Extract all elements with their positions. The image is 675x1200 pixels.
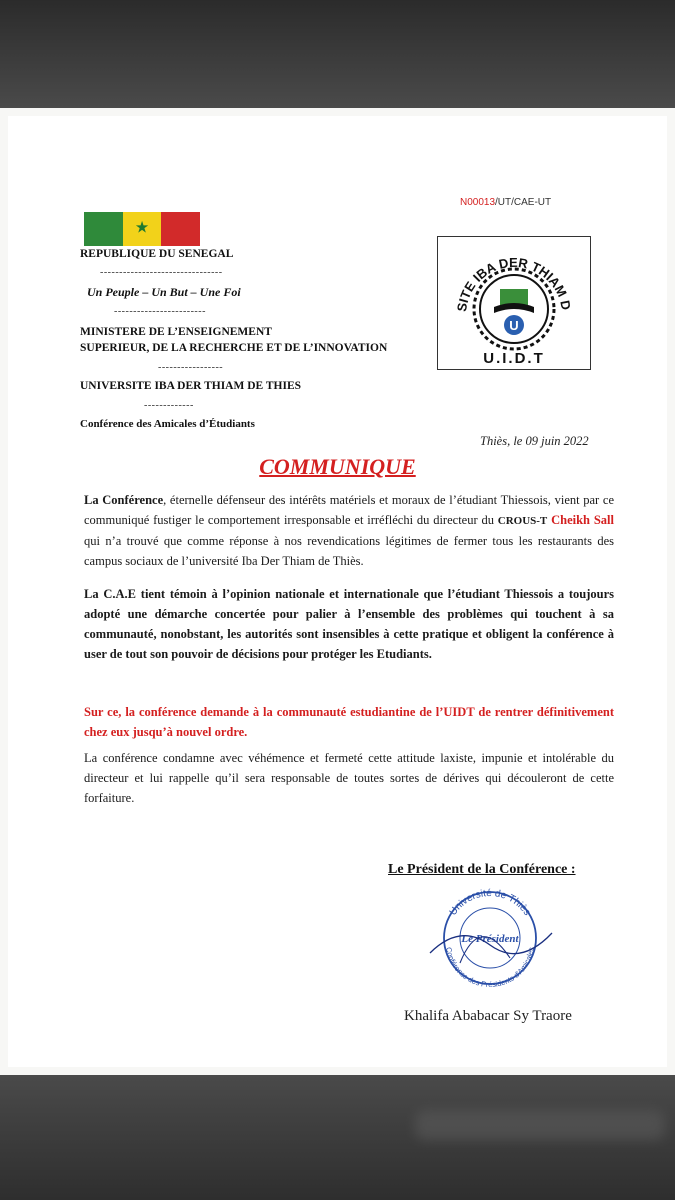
- ministry-line-2: SUPERIEUR, DE LA RECHERCHE ET DE L’INNOVATION: [80, 342, 388, 354]
- university-logo-graphic: [438, 237, 590, 369]
- logo-letter: U: [509, 318, 519, 333]
- divider-2: ------------------------: [114, 306, 206, 317]
- paragraph-1: [84, 490, 614, 571]
- stamp-graphic: [420, 883, 560, 993]
- ministry-line-1: MINISTERE DE L’ENSEIGNEMENT: [80, 326, 272, 338]
- reference-number-red: N00013: [460, 197, 496, 208]
- reference-number: [460, 197, 551, 208]
- flag-star-icon: ★: [134, 219, 150, 237]
- paragraph-4: La conférence condamne avec véhémence et fermeté cette attitude laxiste, impunie et intolérable du directeur et lui rappelle qu’il sera responsable de toutes sortes de dérives qui découleront de cette forfaiture.: [84, 751, 614, 805]
- p1-text-a: , éternelle défenseur des intérêts matériels et moraux de l’étudiant Thiessois, vient par ce communiqué fustiger le comportement irresponsable et irréfléchi du directeur du: [84, 493, 614, 527]
- p1-crous: CROUS-T: [497, 515, 548, 527]
- official-stamp: [420, 883, 560, 993]
- university-heading: UNIVERSITE IBA DER THIAM DE THIES: [80, 380, 302, 392]
- national-motto: Un Peuple – Un But – Une Foi: [87, 285, 241, 299]
- paragraph-2: La C.A.E tient témoin à l’opinion nationale et internationale que l’étudiant Thiessois a toujours adopté une démarche concertée pour palier à l’ensemble des problèmes qui touchent à sa communauté, nonobstant, les autorités sont insensibles à cette pratique et obligent la conférence à user de tout son pouvoir de décisions pour protéger les Etudiants.: [84, 587, 614, 661]
- p1-text-b: qui n’a trouvé que comme réponse à nos revendications légitimes de fermer tous les restaurants des campus sociaux de l’université Iba Der Thiam de Thiès.: [84, 534, 614, 568]
- stamp-center-text: Le Président: [461, 933, 519, 945]
- divider-1: --------------------------------: [100, 267, 223, 278]
- signature-title: Le Président de la Conférence :: [388, 862, 576, 877]
- stamp-bottom-text: Conférence des Présidents d'Amicales: [444, 946, 536, 990]
- university-logo: [437, 236, 591, 370]
- republic-heading: REPUBLIQUE DU SENEGAL: [80, 248, 234, 260]
- divider-3: -----------------: [158, 362, 224, 373]
- dateline: Thiès, le 09 juin 2022: [480, 434, 589, 448]
- document-title: COMMUNIQUE: [259, 454, 416, 479]
- stamp-top-text: Université de Thiès: [447, 887, 533, 918]
- senegal-flag: [84, 212, 200, 246]
- p1-lead: La Conférence: [84, 493, 164, 507]
- p1-name: Cheikh Sall: [551, 513, 614, 527]
- reference-number-rest: /UT/CAE-UT: [495, 197, 552, 208]
- logo-arc-text: SITE IBA DER THIAM D: [454, 254, 574, 313]
- screenshot-top-band: [0, 0, 675, 108]
- paragraph-3: Sur ce, la conférence demande à la communauté estudiantine de l’UIDT de rentrer définitivement chez eux jusqu’à nouvel ordre.: [84, 705, 614, 739]
- logo-acronym: U.I.D.T: [483, 350, 545, 367]
- blurred-element: [415, 1110, 665, 1140]
- divider-4: -------------: [144, 400, 194, 411]
- signatory-name: Khalifa Ababacar Sy Traore: [404, 1008, 572, 1024]
- conference-heading: Conférence des Amicales d’Étudiants: [80, 418, 255, 430]
- svg-text:Université de Thiès: [448, 888, 533, 918]
